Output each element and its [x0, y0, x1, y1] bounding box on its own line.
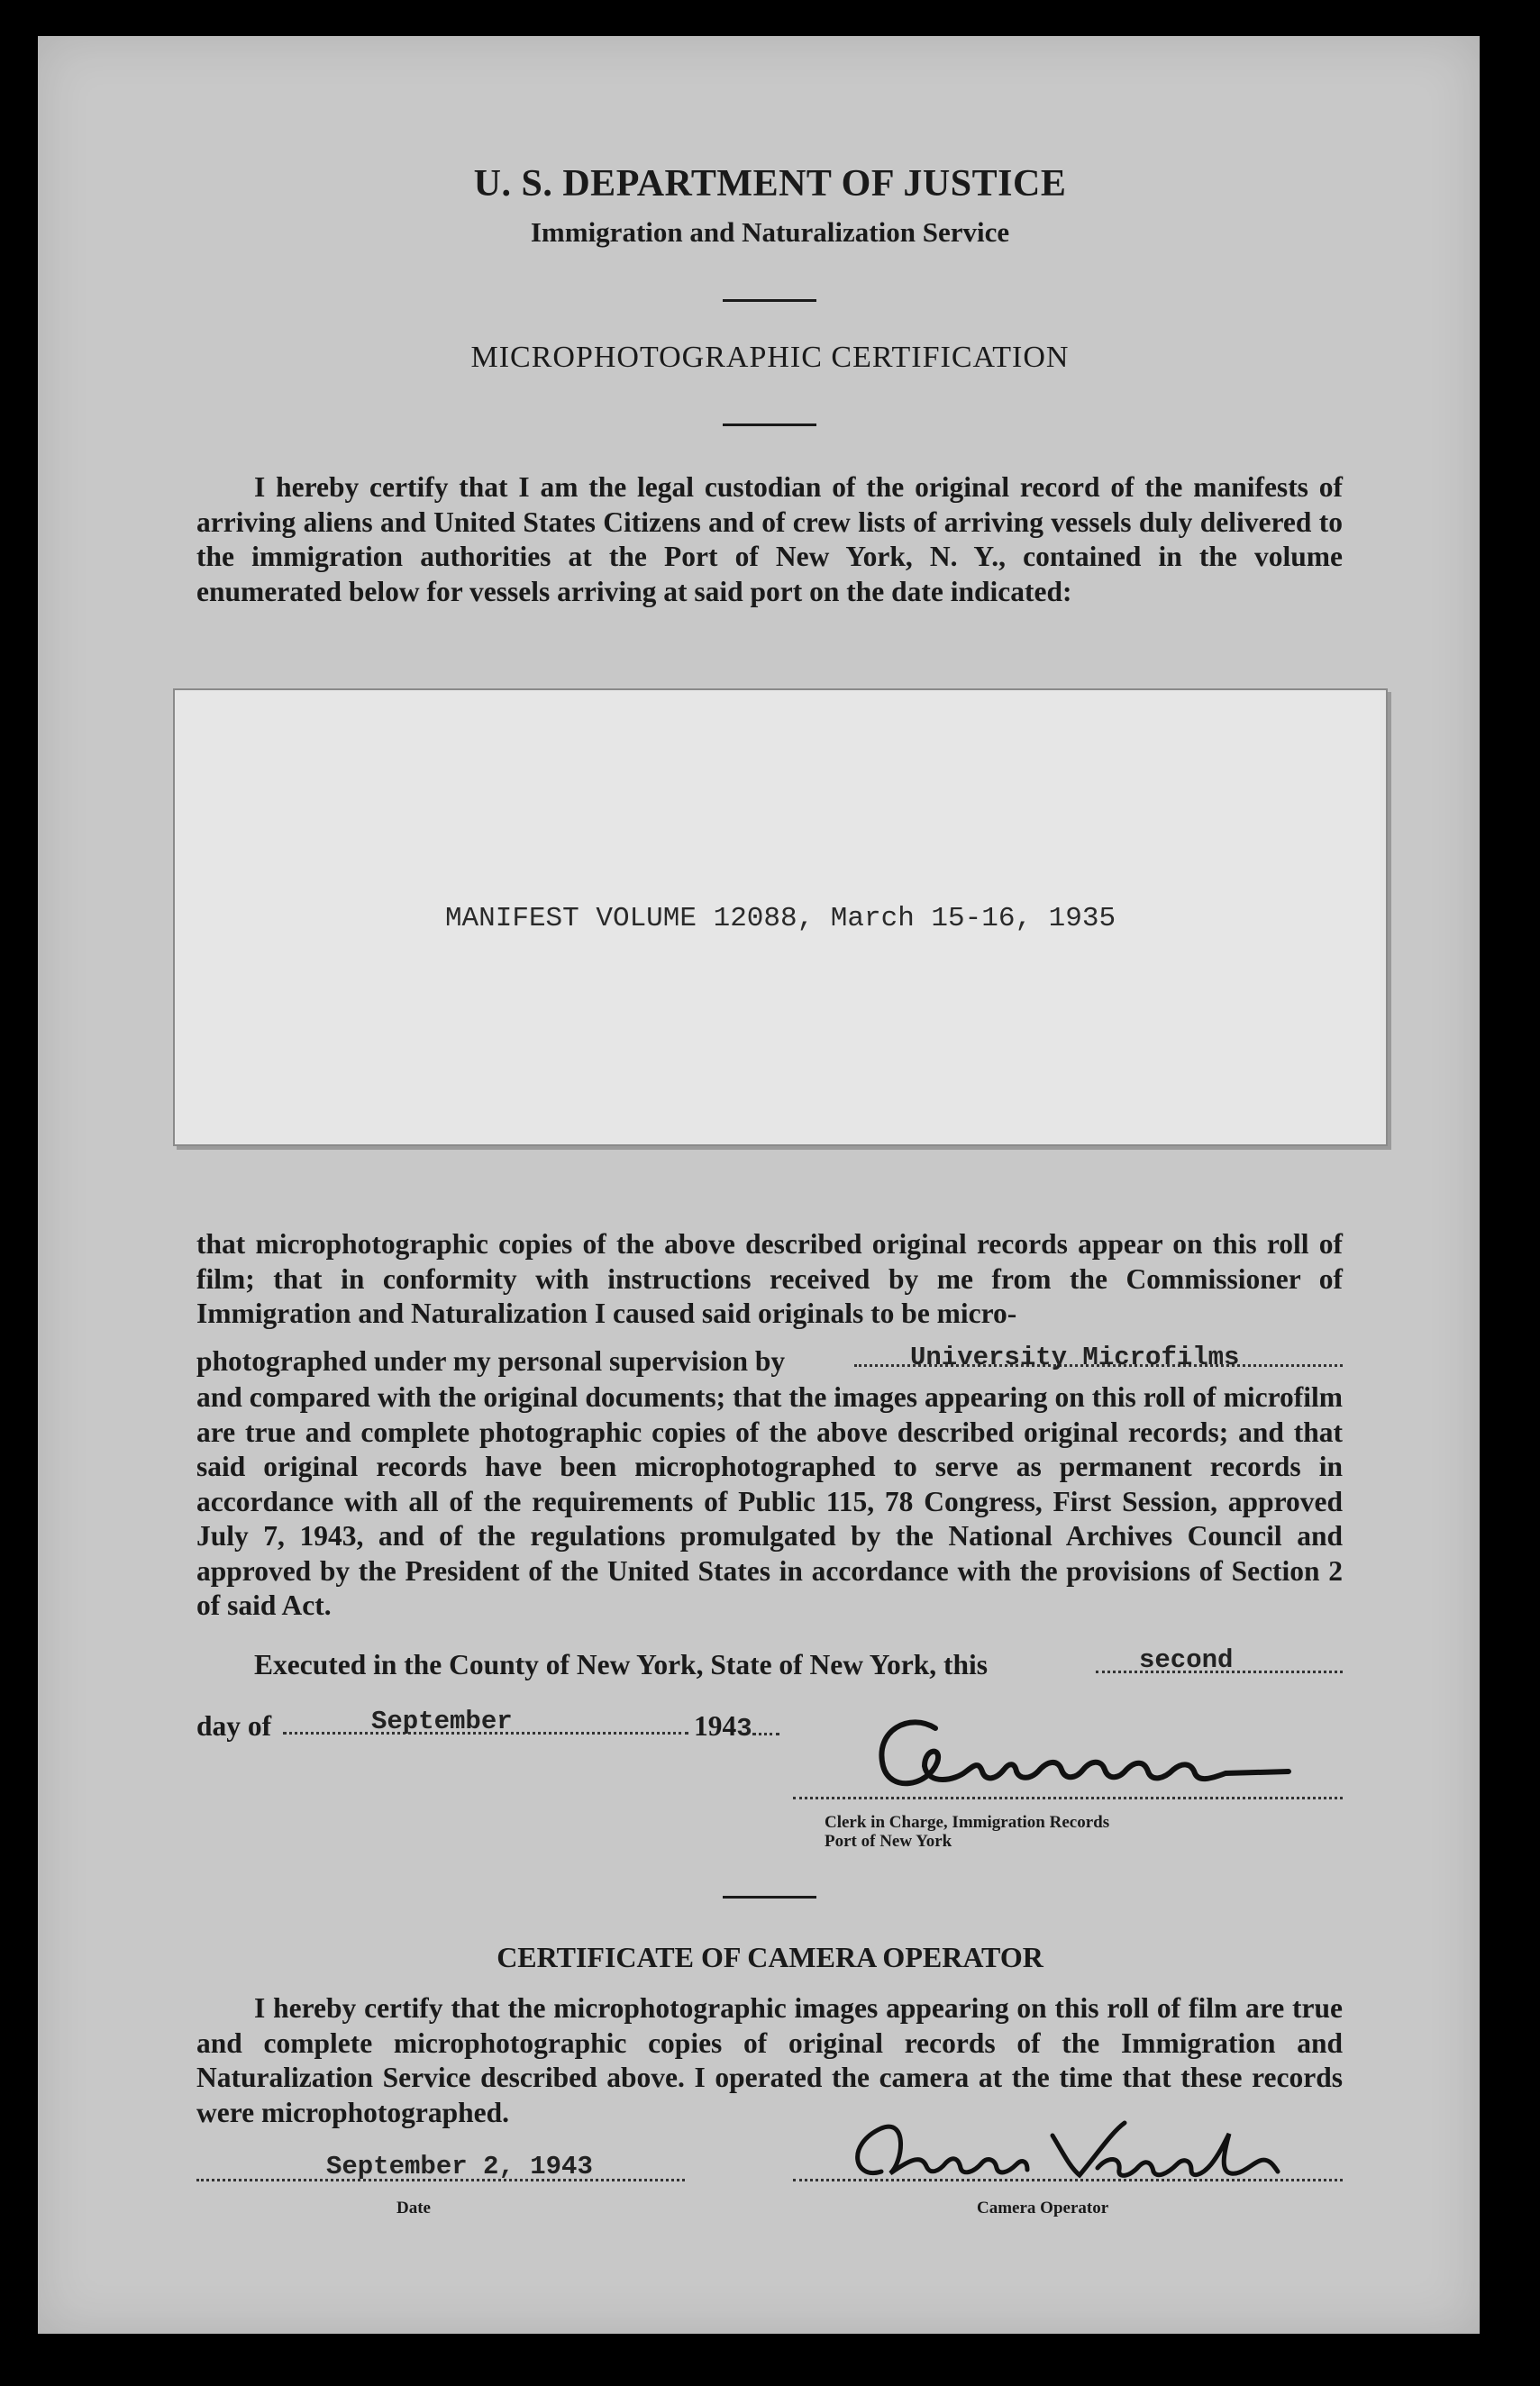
year-prefix: 194	[694, 1710, 737, 1742]
year-digit: 3	[736, 1714, 752, 1744]
camera-operator-label: Camera Operator	[977, 2199, 1109, 2218]
operator-signature	[827, 2108, 1296, 2190]
body-paragraph-part2: and compared with the original documents; that the images appearing on this roll of microfilm are true and complete photographic copies of the above described original records; and that said original records have been microphotographed to serve as permanent records in accordance with all of the requirements of Public 115, 78 Congress, First Session, approved July 7, 1943, and of the regulations promulgated by the National Archives Council and approved by the President of the United States in accordance with the provisions of Section 2 of said Act.	[196, 1381, 1343, 1621]
intro-paragraph: I hereby certify that I am the legal custodian of the original record of the manifests of arriving aliens and United States Citizens and of crew lists of arriving vessels duly delivered to the immigration authorities at the Port of New York, N. Y., contained in the volume enumerated below for vessels arriving at said port on the date indicated:	[196, 471, 1343, 607]
clerk-signature	[838, 1703, 1307, 1802]
divider-rule	[723, 1896, 816, 1899]
certification-title: MICROPHOTOGRAPHIC CERTIFICATION	[470, 341, 1070, 374]
camera-date-label: Date	[396, 2199, 431, 2218]
execution-day: second	[1139, 1645, 1234, 1675]
manifest-volume-label: MANIFEST VOLUME 12088, March 15-16, 1935	[444, 903, 1116, 934]
volume-card	[173, 688, 1388, 1146]
year-trailing-dots	[752, 1711, 779, 1735]
supervisor-name: University Microfilms	[910, 1343, 1240, 1372]
day-of-label: day of	[196, 1710, 272, 1742]
divider-rule	[723, 299, 816, 302]
service-subheading: Immigration and Naturalization Service	[530, 216, 1010, 248]
camera-date-value: September 2, 1943	[326, 2152, 593, 2181]
execution-month: September	[371, 1707, 513, 1736]
divider-rule	[723, 423, 816, 426]
camera-certificate-title: CERTIFICATE OF CAMERA OPERATOR	[497, 1941, 1043, 1973]
execution-prefix: Executed in the County of New York, State of New York, this	[254, 1649, 989, 1680]
year-group	[694, 1710, 779, 1744]
department-heading: U. S. DEPARTMENT OF JUSTICE	[473, 163, 1067, 205]
clerk-title-line1: Clerk in Charge, Immigration Records	[825, 1813, 1110, 1832]
body-paragraph-part1: that microphotographic copies of the above described original records appear on this roll of film; that in conformity with instructions received by me from the Commissioner of Immigration and Naturalization I caused said originals to be micro-	[196, 1228, 1343, 1329]
camera-paragraph: I hereby certify that the microphotographic images appearing on this roll of film are true and complete microphotographic copies of original records of the Immigration and Naturalization Service described above. I operated the camera at the time that these records were microphotographed.	[196, 1992, 1343, 2128]
supervision-prefix: photographed under my personal supervision by	[196, 1345, 786, 1377]
clerk-title-line2: Port of New York	[825, 1832, 952, 1851]
document-sheet	[38, 36, 1480, 2334]
